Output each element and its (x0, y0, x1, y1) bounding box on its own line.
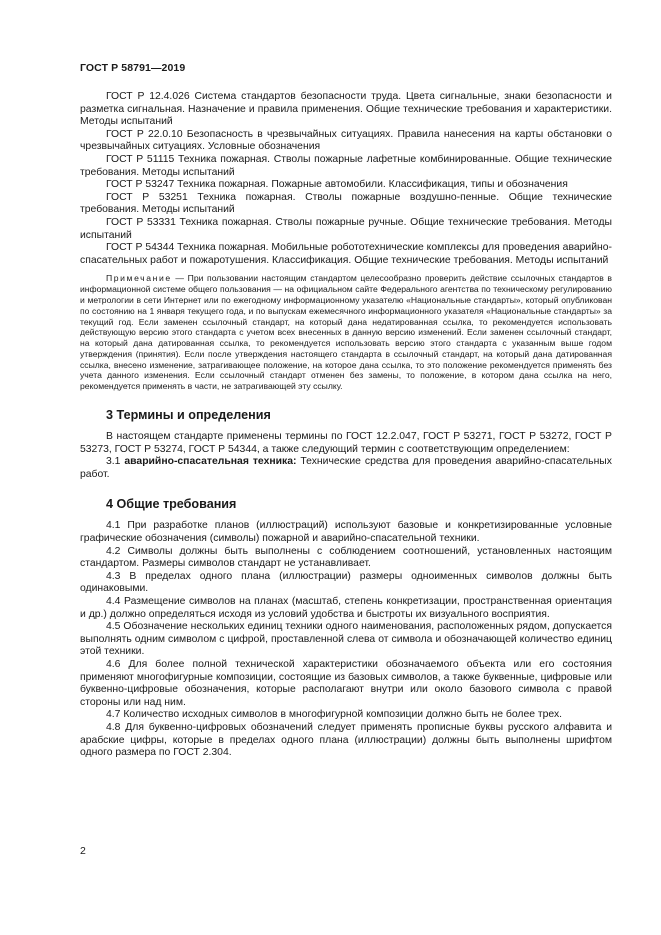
requirement-item: 4.7 Количество исходных символов в многофигурной композиции должно быть не более трех. (106, 709, 563, 721)
requirement-item: 4.1 При разработке планов (иллюстраций) используют базовые и конкретизированные условные графические обозначения (символы) пожарной и аварийно-спасательной техники. (80, 520, 612, 545)
reference-item: ГОСТ Р 54344 Техника пожарная. Мобильные робототехнические комплексы для проведения аварийно-спасательных работ и пожаротушения. Классификация. Общие технические требования. Методы испытаний (80, 242, 612, 266)
section-4-heading: 4 Общие требования (106, 497, 237, 512)
note-text: — При пользовании настоящим стандартом целесообразно проверить действие ссылочных стандартов в информационной системе общего пользования — на официальном сайте Федерального агентства по техническому регулированию и метрологии в сети Интернет или по ежегодному информационному указателю «Национальные стандарты», который опубликован по состоянию на 1 января текущего года, и по выпускам ежемесячного информационного указателя «Национальные стандарты» за текущий год. Если заменен ссылочный стандарт, на который дана недатированная ссылка, то рекомендуется использовать действующую версию этого стандарта с учетом всех внесенных в данную версию изменений. Если заменен ссылочный стандарт, на который дана датированная ссылка, то рекомендуется использовать версию этого стандарта с указанным выше годом утверждения (принятия). Если после утверждения настоящего стандарта в ссылочный стандарт, на который дана датированная ссылка, внесено изменение, затрагивающее положение, на которое дана ссылка, то это положение рекомендуется применять без учета данного изменения. Если ссылочный стандарт отменен без замены, то положение, в котором дана ссылка на него, рекомендуется применять в части, не затрагивающей эту ссылку. (80, 273, 612, 392)
page-content (80, 91, 612, 760)
reference-item: ГОСТ Р 53251 Техника пожарная. Стволы пожарные воздушно-пенные. Общие технические требования. Методы испытаний (80, 191, 612, 216)
section-3-intro: В настоящем стандарте применены термины по ГОСТ 12.2.047, ГОСТ Р 53271, ГОСТ Р 53272, ГОСТ Р 53273, ГОСТ Р 53274, ГОСТ Р 54344, а также следующий термин с соответствующим определением: (80, 431, 612, 455)
requirement-item: 4.4 Размещение символов на планах (масштаб, степень конкретизации, пространственная ориентация и др.) должно определяться исходя из условий удобства и быстроты их визуального восприятия. (80, 596, 612, 620)
reference-item: ГОСТ Р 12.4.026 Система стандартов безопасности труда. Цвета сигнальные, знаки безопасности и разметка сигнальная. Назначение и правила применения. Общие технические требования и характеристики. Методы испытаний (80, 91, 612, 128)
reference-item: ГОСТ Р 22.0.10 Безопасность в чрезвычайных ситуациях. Правила нанесения на карты обстановки о чрезвычайных ситуациях. Условные обозначения (80, 128, 612, 153)
term-name: аварийно-спасательная техника: (124, 456, 297, 468)
section-3-heading: 3 Термины и определения (106, 408, 271, 423)
note-paragraph (80, 273, 612, 392)
document-header: ГОСТ Р 58791—2019 (80, 62, 186, 74)
reference-item: ГОСТ Р 51115 Техника пожарная. Стволы пожарные лафетные комбинированные. Общие технические требования. Методы испытаний (80, 153, 612, 178)
requirement-item: 4.5 Обозначение нескольких единиц техники одного наименования, расположенных рядом, допускается выполнять одним символом с цифрой, проставленной слева от символа и обозначающей количество единиц этой техники. (80, 621, 612, 658)
requirement-item: 4.8 Для буквенно-цифровых обозначений следует применять прописные буквы русского алфавита и арабские цифры, которые в пределах одного плана (иллюстрации) должны быть выполнены шрифтом одного размера по ГОСТ 2.304. (80, 721, 612, 759)
term-definition (80, 456, 612, 481)
reference-item: ГОСТ Р 53247 Техника пожарная. Пожарные автомобили. Классификация, типы и обозначения (106, 179, 568, 191)
requirement-item: 4.2 Символы должны быть выполнены с соблюдением соотношений, установленных настоящим стандартом. Размеры символов стандарт не устанавливает. (80, 545, 612, 570)
requirement-item: 4.6 Для более полной технической характеристики обозначаемого объекта или его состояния применяют многофигурные композиции, состоящие из базовых символов, а также буквенные, цифровые или буквенно-цифровые обозначения, которые располагают внутри или около базового символа с правой стороны или над ним. (80, 658, 612, 708)
reference-item: ГОСТ Р 53331 Техника пожарная. Стволы пожарные ручные. Общие технические требования. Методы испытаний (80, 216, 612, 241)
term-text: Технические средства для проведения аварийно-спасательных работ. (80, 456, 612, 480)
term-number: 3.1 (106, 456, 125, 468)
requirement-item: 4.3 В пределах одного плана (иллюстрации) размеры одноименных символов должны быть одинаковыми. (80, 570, 612, 595)
page-number: 2 (80, 845, 86, 857)
note-label: Примечание (106, 273, 172, 284)
